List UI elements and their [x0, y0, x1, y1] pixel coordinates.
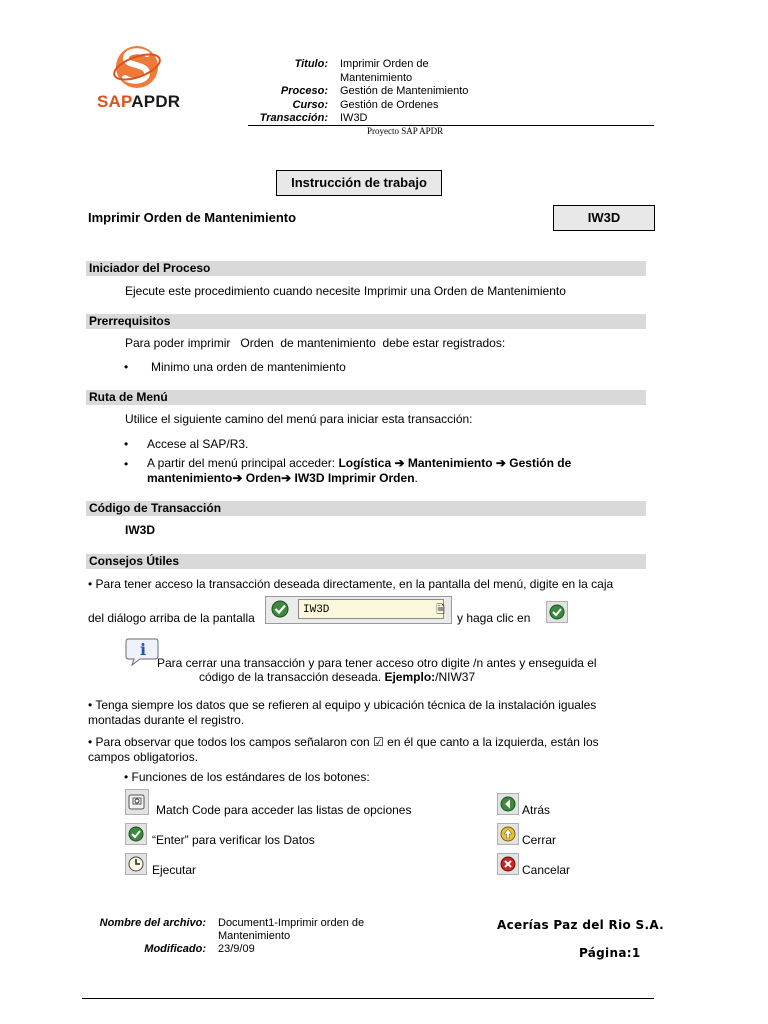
enter-label: “Enter” para verificar los Datos — [152, 833, 315, 847]
ruta-bullet-2 — [147, 456, 617, 486]
path-logistica: Logística — [338, 456, 392, 470]
titulo-label: Titulo: — [294, 58, 328, 70]
cancelar-label: Cancelar — [522, 863, 571, 877]
doc-title: Imprimir Orden de Mantenimiento — [88, 210, 297, 225]
path-gestion: Gestión de mantenimiento — [147, 456, 572, 485]
header-divider — [248, 125, 654, 126]
atras-label: Atrás — [522, 803, 551, 817]
info-example-value: /NIW37 — [435, 670, 476, 684]
ejecutar-label: Ejecutar — [152, 863, 197, 877]
path-iw3d: IW3D Imprimir Orden — [294, 471, 415, 485]
archivo-value-2: Mantenimiento — [218, 930, 291, 942]
required-check-icon: ☑ — [373, 735, 384, 749]
logo-text — [97, 92, 180, 112]
ruta-period: . — [414, 471, 418, 485]
section-iniciador: Iniciador del Proceso — [86, 261, 646, 276]
section-prerrequisitos: Prerrequisitos — [86, 314, 646, 329]
arrow-icon: ➔ — [394, 456, 405, 470]
info-icon — [124, 636, 160, 666]
bullet-dot: • — [124, 437, 129, 451]
info-example-label: Ejemplo: — [384, 670, 436, 684]
path-mantenimiento: Mantenimiento — [407, 456, 493, 470]
archivo-value-1: Document1-Imprimir orden de — [218, 917, 365, 929]
info-line-b — [199, 670, 475, 685]
tip2-line-a: • Tenga siempre los datos que se refieren al equipo y ubicación técnica de la instalación iguales — [88, 698, 597, 712]
arrow-icon: ➔ — [232, 471, 243, 485]
company-name: Acerías Paz del Rio S.A. — [497, 918, 664, 932]
tip3-line-a — [88, 735, 648, 750]
proceso-value: Gestión de Mantenimiento — [340, 85, 469, 97]
tip1-line-c: y haga clic en — [457, 611, 531, 625]
section-consejos: Consejos Útiles — [86, 554, 646, 569]
archivo-label: Nombre del archivo: — [99, 917, 206, 929]
titulo-value-2: Mantenimiento — [340, 72, 413, 84]
arrow-icon: ➔ — [495, 456, 506, 470]
prerrequisitos-bullet-1: Minimo una orden de mantenimiento — [151, 360, 346, 374]
ejecutar-button[interactable] — [125, 853, 147, 875]
enter-check-icon[interactable] — [270, 599, 290, 619]
tip1-line-b: del diálogo arriba de la pantalla — [88, 611, 255, 625]
transaccion-label: Transacción: — [259, 112, 328, 124]
titulo-value-1: Imprimir Orden de — [340, 58, 429, 70]
check-icon — [547, 602, 567, 622]
info-line-b-text: código de la transacción deseada. — [199, 670, 385, 684]
cerrar-label: Cerrar — [522, 833, 557, 847]
tip4: • Funciones de los estándares de los botones: — [124, 770, 370, 784]
svg-text:i: i — [140, 640, 147, 659]
modificado-value: 23/9/09 — [218, 943, 255, 955]
cancelar-button[interactable] — [497, 853, 519, 875]
logo-text-sap: SAP — [97, 92, 132, 111]
page-number: Página:1 — [579, 946, 641, 960]
section-ruta: Ruta de Menú — [86, 390, 646, 405]
enter-legend-button[interactable] — [125, 823, 147, 845]
enter-button[interactable] — [546, 601, 568, 623]
info-line-a: Para cerrar una transacción y para tener acceso otro digite /n antes y enseguida el — [157, 656, 597, 670]
ruta-text: Utilice el siguiente camino del menú para iniciar esta transacción: — [125, 412, 473, 426]
atras-button[interactable] — [497, 793, 519, 815]
tip3-text-b: en él que canto a la izquierda, están los — [387, 735, 599, 749]
tip2-line-b: montadas durante el registro. — [88, 713, 245, 727]
command-field-box — [265, 596, 452, 624]
cancel-x-icon — [498, 854, 518, 874]
bullet-dot: • — [124, 360, 129, 374]
exit-up-icon — [498, 824, 518, 844]
ruta-prefix: A partir del menú principal acceder: — [147, 456, 339, 470]
footer-divider — [82, 998, 654, 999]
modificado-label: Modificado: — [144, 943, 206, 955]
iniciador-text: Ejecute este procedimiento cuando necesite Imprimir una Orden de Mantenimiento — [125, 284, 566, 298]
command-field[interactable]: IW3D — [298, 599, 444, 619]
proceso-label: Proceso: — [280, 85, 328, 97]
back-arrow-icon — [498, 794, 518, 814]
tip3-line-c: campos obligatorios. — [88, 750, 199, 764]
curso-value: Gestión de Ordenes — [340, 99, 439, 111]
cerrar-button[interactable] — [497, 823, 519, 845]
logo-text-apdr: APDR — [131, 92, 181, 111]
match-code-icon — [126, 790, 148, 814]
codigo-value: IW3D — [125, 523, 155, 537]
document-icon: 🗎 — [436, 603, 445, 616]
path-orden: Orden — [245, 471, 282, 485]
transaccion-value: IW3D — [340, 112, 368, 124]
match-code-label: Match Code para acceder las listas de opciones — [156, 803, 412, 817]
doc-code-box: IW3D — [553, 205, 655, 231]
ruta-bullet-1: Accese al SAP/R3. — [147, 437, 249, 451]
curso-label: Curso: — [292, 99, 328, 111]
execute-clock-icon — [126, 854, 146, 874]
match-code-button[interactable] — [125, 789, 149, 815]
arrow-icon: ➔ — [281, 471, 292, 485]
instruccion-box: Instrucción de trabajo — [276, 170, 442, 196]
tip3-text-a: • Para observar que todos los campos señalaron con — [88, 735, 370, 749]
bullet-dot: • — [124, 457, 129, 471]
check-icon — [126, 824, 146, 844]
proyecto-label: Proyecto SAP APDR — [367, 126, 444, 136]
section-codigo: Código de Transacción — [86, 501, 646, 516]
prerrequisitos-text: Para poder imprimir Orden de mantenimiento debe estar registrados: — [125, 336, 506, 350]
tip1-line-a: • Para tener acceso la transacción deseada directamente, en la pantalla del menú, digite en la caja — [88, 577, 614, 591]
